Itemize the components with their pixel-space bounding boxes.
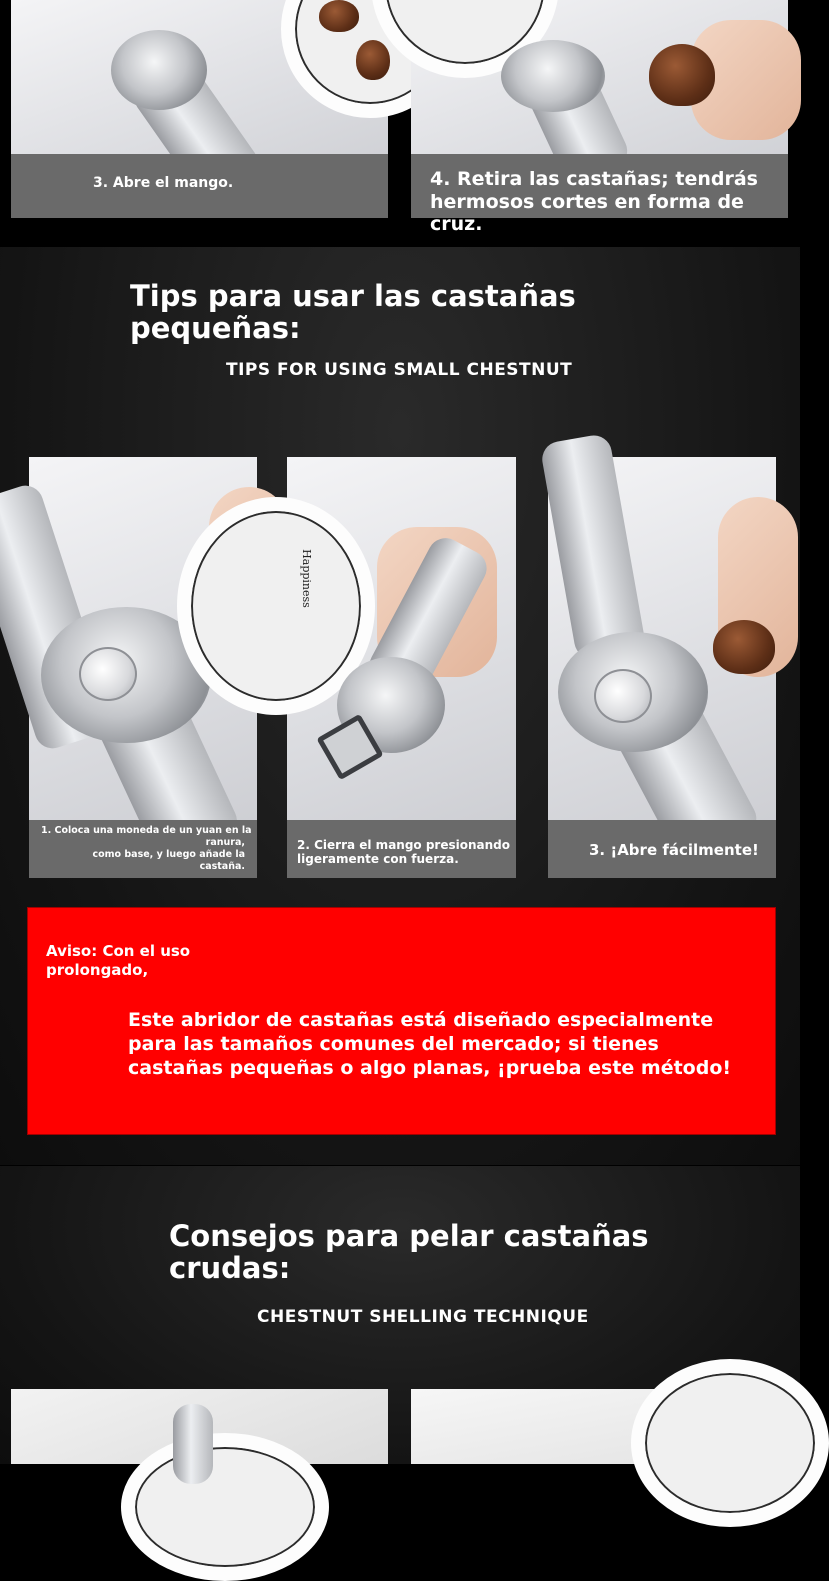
shelling-photo-1 [11,1389,388,1464]
plate-image [121,1433,329,1581]
chestnut-image [713,620,775,674]
tip-card-3 [548,457,776,878]
tool-handle-image [173,1404,213,1484]
step4-photo [411,0,788,235]
tool-cup-image [111,30,207,110]
step3-photo [11,0,388,218]
warning-body: Este abridor de castañas está diseñado especialmente para las tamaños comunes del mercado; si tienes castañas pequeñas o algo planas, ¡prueba este método! [128,1009,732,1079]
tip-card-2-caption: 2. Cierra el mango presionando ligeramente con fuerza. [287,820,516,878]
step3-caption: 3. Abre el mango. [11,154,388,218]
shelling-title: Consejos para pelar castañas crudas: [169,1219,649,1285]
tool-cup-image [501,40,605,112]
chestnut-image [649,44,715,106]
tip-card-1-caption: 1. Coloca una moneda de un yuan en la ranura, como base, y luego añade la castaña. [29,820,257,878]
coin-image [79,647,137,701]
tool-handle-image [539,433,646,662]
step4-caption: 4. Retira las castañas; tendrás hermosos cortes en forma de cruz. [411,154,788,218]
tip-card-3-caption: 3. ¡Abre fácilmente! [548,820,776,878]
chestnut-image [356,40,390,80]
warning-label: Aviso: Con el uso prolongado, [46,942,191,979]
plate-text: Happiness [299,549,313,608]
shelling-photo-2 [411,1389,788,1464]
shelling-subtitle: CHESTNUT SHELLING TECHNIQUE [257,1307,589,1327]
tip-card-2 [287,457,516,878]
chestnut-image [319,0,359,32]
tips-title: Tips para usar las castañas pequeñas: [130,279,576,345]
warning-box [27,907,776,1135]
plate-image [631,1359,829,1527]
tips-subtitle: TIPS FOR USING SMALL CHESTNUT [226,360,573,380]
coin-image [594,669,652,723]
